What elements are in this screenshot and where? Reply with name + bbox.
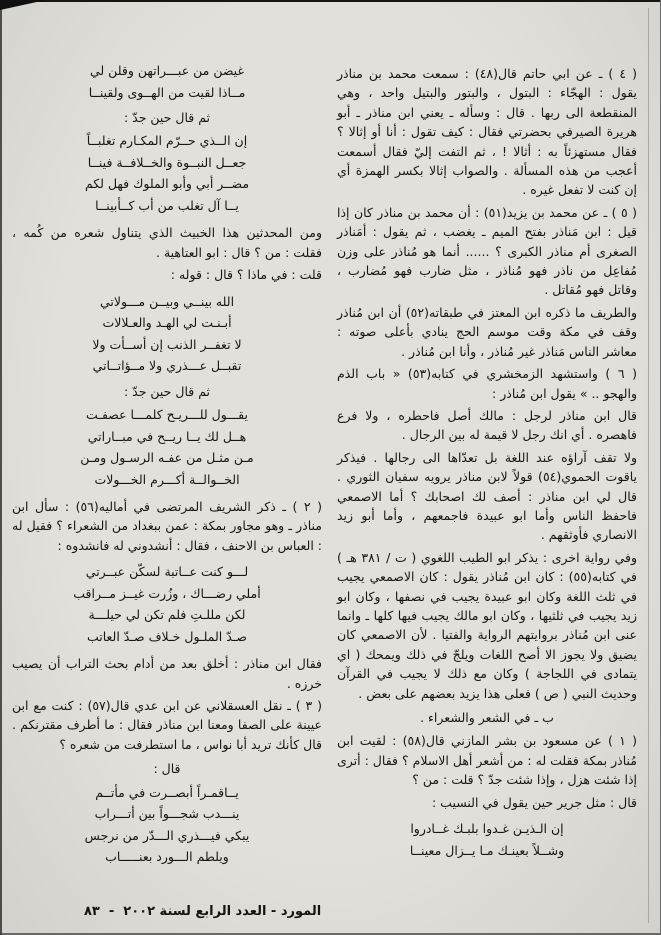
poetry-line: لا تغفــر الذنب إن أســأت ولا	[92, 336, 242, 352]
paragraph: والطريف ما ذكره ابن المعتز في طبقاته(٥٢) أن ابن مُناذر وقف في مكة وقت موسم الحج ينادي بأعلى صوته : معاشر الناس مَناذر غير مُناذر ، وأنا ابن مُناذر .	[337, 304, 637, 359]
poetry-line: أملي رضـــاك ، وزُرت غيــز مــراقب	[73, 585, 261, 601]
column-right	[337, 64, 637, 862]
poetry-line: أبـنـت لي الهـد والعـلالات	[102, 315, 232, 331]
inline-heading: قال :	[153, 761, 181, 777]
poetry-line: مــاذا لقيت من الهــوى ولقينــا	[88, 84, 246, 100]
poetry-line: ويلطم الـــورد بعنـــــاب	[105, 849, 229, 865]
paragraph: ( ٥ ) ـ عن محمد بن يزيد(٥١) : أن محمد بن مناذر كان إذا قيل : ابن مَناذر بفتح الميم ـ يغضب ، ثم يقول : أمَناذر الصغرى أم مناذر الكبرى ؟ ...... أنما هو مُناذر على وزن مُفاعِل من ناذر فهو مُناذر ، مثل ضارب فهو مُضارب ، وقاتل فهو مُقاتل .	[337, 204, 637, 298]
paragraph: قلت : في ماذا ؟ قال : قوله :	[170, 267, 322, 283]
poetry-line: تقبــل عـــذري ولا مــؤاتــاتي	[92, 358, 242, 374]
footer-separator: -	[108, 904, 115, 919]
scan-edge-top	[0, 0, 661, 2]
paragraph: ولا تقف آراؤه عند اللغة بل تعدّاها الى رجالها . فيذكر ياقوت الحموي(٥٤) قولاً لابن مناذر يرويه سفيان الثوري . قال لي ابن مناذر : أصف لك اصحابك ؟ أما الاصمعي فاحفظ الناس وأما ابو عبيدة فاجمعهم ، وأما أبو زيد الانصاري فأوثقهم .	[337, 449, 637, 543]
paragraph: ( ٤ ) ـ عن ابي حاتم قال(٤٨) : سمعت محمد بن مناذر يقول : الهجّاء : البتول ، والبتور والبتيل واحد ، وهي المنقطعة الى ربها . قال : وسأله ـ يعني ابن مناذر ـ أبو هريرة الصيرفي بحضرتي فقال : كيف تقول : أنا أو إثالا ؟ فقال مستهزئاً به : أثالا ! ، ثم التفت إليّ فقال أسمعت أعجب من هذه المسألة . والصواب إثالا بكسر الهمزة أي إن كنت لا تفعل غيره .	[337, 66, 637, 198]
paragraph: فقال ابن مناذر : أخلق بعد من أدام بحث التراب أن يصيب خرزه .	[12, 656, 322, 691]
poetry-line: إن الـذيـن غـدوا بلبـك غــادروا	[410, 821, 564, 837]
poetry-line: يــا آل تغلب من أب كــأبينــا	[95, 197, 239, 213]
poetry-line: جعــل النبــوة والخــلافــة فينــا	[87, 154, 247, 170]
poetry-line: لكن مللـتِ فلم تكن لي حيلـــة	[88, 607, 246, 623]
poetry-line: يبكي فيـــذري الـــدّر من نرجس	[84, 827, 250, 843]
page-footer	[84, 904, 321, 919]
poetry-line: غيضن من عبـــراتهن وقلن لي	[89, 63, 244, 78]
paragraph: وفي رواية اخرى : يذكر ابو الطيب اللغوي ( ت / ٣٨١ هـ ) في كتابه(٥٥) : كان ابن مُناذر يقول : كان الاصمعي يجيب في ثلث اللغة وكان ابو عبيدة يجيب في نصفها ، وكان ابو زيد يجيب في ثلثيها ، وكان ابو مالك يجيب فيها كلها ـ وانما عنى ابن مُناذر بروايتهم الرواية والفتيا . لأن الاصمعي كان يضيق ولا يجوز الا أصح اللغات ويلجّ في ذلك ويمحك ( اي يتمادى في اللجاجة ) وكان مع ذلك لا يجيب في القرآن وحديث النبي ( ص ) فعلى هذا يزيد بعضهم على بعض .	[337, 549, 638, 701]
poetry-line: ينـــدب شجـــواً بين أتـــراب	[94, 806, 240, 822]
poetry-line: الله بينــي وبيــن مـــولاتي	[99, 293, 235, 309]
paragraph: ومن المحدثين هذا الخبيث الذي يتناول شعره من كُمه ، فقلت : من ؟ قال : ابو العتاهية .	[12, 225, 322, 260]
paragraph: ( ٢ ) ـ ذكر الشريف المرتضى في أماليه(٥٦) : سأل ابن مناذر ـ وهو مجاور بمكة : عمن ببغداد من الشعراء ؟ فقيل له : العباس بن الاحنف ، فقال : أنشدوني له فانشدوه :	[12, 499, 323, 553]
poetry-line: مضــر أبي وأبو الملوك فهل لكم	[84, 176, 250, 192]
paragraph: ( ٦ ) واستشهد الزمخشري في كتابه(٥٣) « باب الذم والهجو .. » يقول ابن مُناذر :	[337, 366, 638, 401]
paragraph: ( ٣ ) ـ نقل العسقلاني عن ابن عدي قال(٥٧) : كنت مع ابن عيينة على الصفا ومعنا ابن مناذر فقال : ما أطرف مقترنكم . قال كأنك تريد أبا نواس ، ما استطرفت من شعره ؟	[12, 698, 322, 752]
page-number: ٨٣	[84, 904, 100, 919]
paragraph: قال : مثل جرير حين يقول في النسيب :	[431, 794, 637, 810]
poetry-line: يقـــول للـــريـح كلمـــا عصفـت	[86, 407, 248, 423]
column-left	[12, 60, 322, 869]
inline-heading: ثم قال حين جدّ :	[123, 110, 211, 125]
journal-title: المورد - العدد الرابع لسنة ٢٠٠٢	[123, 904, 322, 919]
poetry-line: وشــلاً بعينـك مـا يــزال معينــا	[409, 842, 565, 858]
poetry-line: لـــو كنت عــاتبة لسكّن عبــرتي	[85, 564, 249, 580]
paragraph: ( ١ ) عن مسعود بن بشر المازني قال(٥٨) : لقيت ابن مُناذر بمكة فقلت له : من أشعر أهل الاسلام ؟ فقال : أترى إذا شئت هزل ، وإذا شئت جدّ ؟ قلت : من ؟	[337, 733, 637, 788]
poetry-line: يــاقمـراً أبصــرت في مأتــم	[95, 784, 239, 800]
page-edge-shadow	[648, 8, 649, 923]
poetry-line: هــل لك يــا ريــح في مبــاراتي	[87, 428, 247, 444]
scan-edge-left	[0, 0, 2, 935]
inline-heading: ب ـ في الشعر والشعراء .	[420, 710, 554, 725]
paragraph: قال ابن مناذر لرجل : مالك أصل فاحطره ، ولا فرع فاهصره . أي انك رجل لا قيمة له بين الرجال .	[337, 407, 637, 443]
inline-heading: ثم قال حين جدّ :	[123, 383, 211, 399]
poetry-line: الخــوالــة أكـــرم الخـــولات	[94, 471, 240, 487]
poetry-line: إن الــذي حــرّم المكـارم تغلبــاً	[86, 133, 248, 149]
poetry-line: مـن مثـل من عفـه الرسـول ومـن	[80, 450, 254, 466]
poetry-line: صـدّ الملـول خـلاف صـدّ العاتب	[86, 628, 248, 644]
scan-corner-artifact	[0, 0, 46, 10]
